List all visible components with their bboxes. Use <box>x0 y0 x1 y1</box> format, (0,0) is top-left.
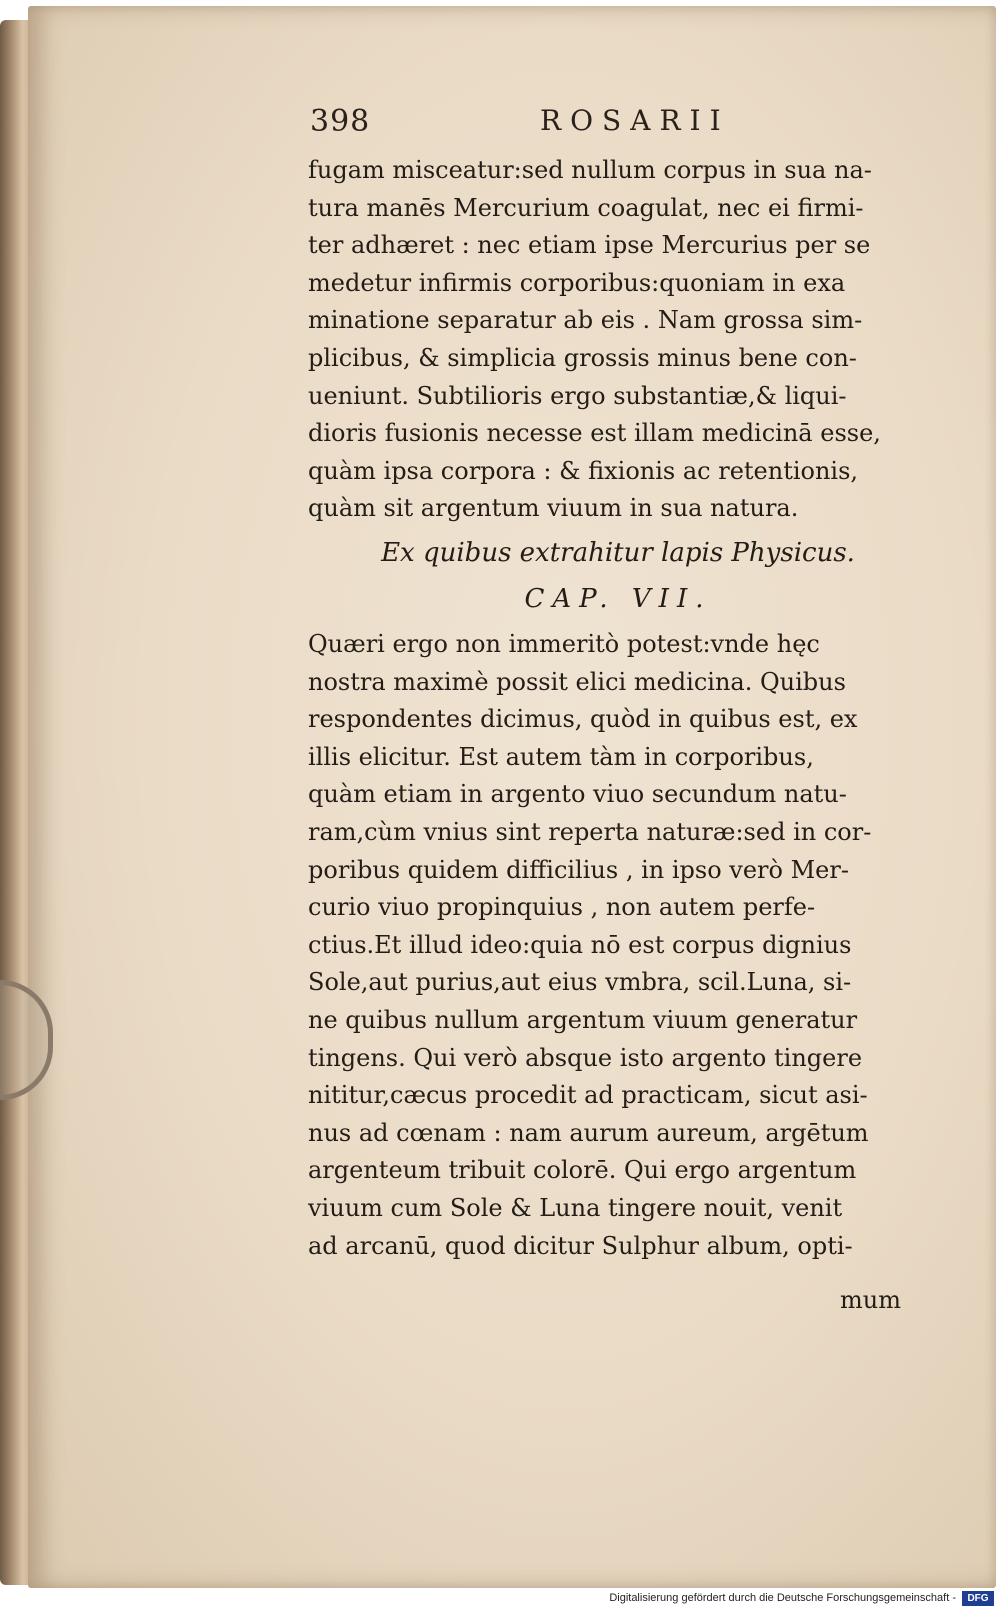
text-line: ne quibus nullum argentum viuum generatur <box>308 1005 858 1034</box>
running-title: ROSARII <box>540 104 730 137</box>
text-line: Quæri ergo non immeritò potest:vnde hęc <box>308 630 820 658</box>
text-line: curio viuo propinquius , non autem perfe- <box>308 893 816 922</box>
text-line: illis elicitur. Est autem tàm in corporibus, <box>308 742 814 771</box>
text-line: tura manēs Mercurium coagulat, nec ei firmi- <box>308 193 864 222</box>
text-line: minatione separatur ab eis . Nam grossa sim- <box>308 306 863 335</box>
catchword: mum <box>840 1286 901 1314</box>
text-line: dioris fusionis necesse est illam medicinā esse, <box>308 419 881 448</box>
text-line: poribus quidem difficilius , in ipso verò Mer- <box>308 855 849 884</box>
text-block-2 <box>308 626 928 1265</box>
text-line: respondentes dicimus, quòd in quibus est, ex <box>308 705 858 734</box>
text-line: ter adhæret : nec etiam ipse Mercurius per se <box>308 231 871 260</box>
text-line: quàm sit argentum viuum in sua natura. <box>308 494 799 523</box>
text-line: Sole,aut purius,aut eius vmbra, scil.Luna, si- <box>308 968 852 997</box>
text-line: medetur infirmis corporibus:quoniam in exa <box>308 268 846 297</box>
chapter-subtitle: Ex quibus extrahitur lapis Physicus. <box>381 538 855 568</box>
page-number: 398 <box>310 104 371 139</box>
digitization-footer <box>0 1588 1000 1610</box>
text-line: ad arcanū, quod dicitur Sulphur album, opti- <box>308 1231 853 1260</box>
dfg-logo: DFG <box>962 1591 994 1606</box>
text-line: ueniunt. Subtilioris ergo substantiæ,& liqui- <box>308 381 847 410</box>
text-line: viuum cum Sole & Luna tingere nouit, venit <box>308 1193 843 1222</box>
running-head <box>310 104 910 144</box>
text-line: plicibus, & simplicia grossis minus bene con- <box>308 343 857 372</box>
funding-credit: Digitalisierung gefördert durch die Deutsche Forschungsgemeinschaft - <box>609 1592 956 1604</box>
text-line: fugam misceatur:sed nullum corpus in sua na- <box>308 156 872 184</box>
text-line: nititur,cæcus procedit ad practicam, sicut asi- <box>308 1081 868 1110</box>
text-line: quàm etiam in argento viuo secundum natu- <box>308 780 847 809</box>
text-line: ram,cùm vnius sint reperta naturæ:sed in cor- <box>308 817 872 846</box>
text-line: argenteum tribuit colorē. Qui ergo argentum <box>308 1156 857 1185</box>
text-line: ctius.Et illud ideo:quia nō est corpus dignius <box>308 930 852 959</box>
text-line: nostra maximè possit elici medicina. Quibus <box>308 667 846 696</box>
chapter-number: CAP. VII. <box>524 584 712 614</box>
text-block-1 <box>308 152 928 528</box>
text-line: quàm ipsa corpora : & fixionis ac retentionis, <box>308 456 859 485</box>
text-line: tingens. Qui verò absque isto argento tingere <box>308 1043 863 1072</box>
text-line: nus ad cœnam : nam aurum aureum, argētum <box>308 1118 869 1147</box>
